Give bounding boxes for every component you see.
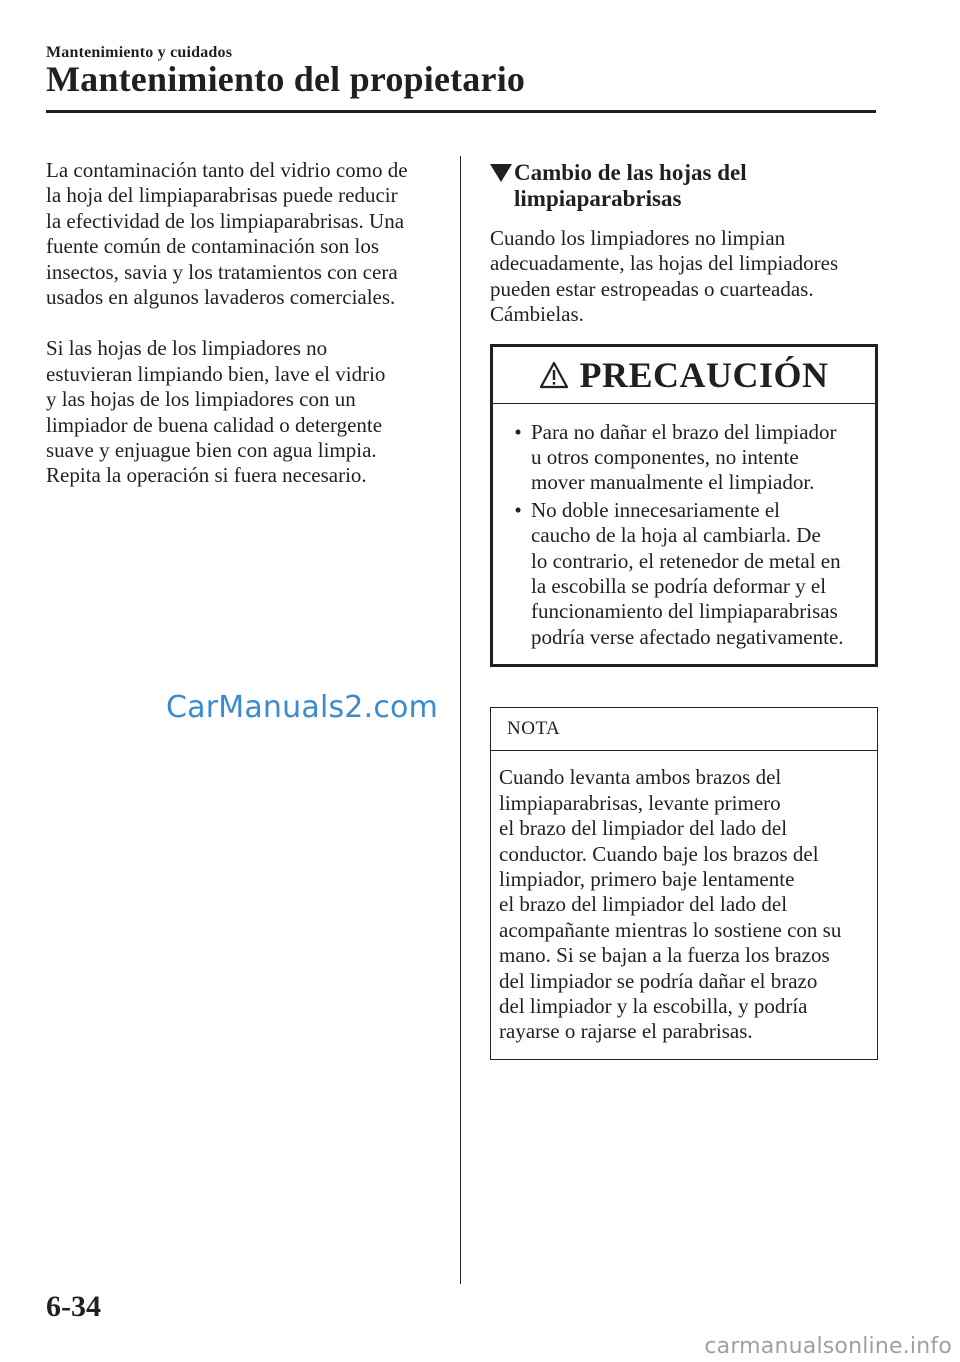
caution-title: PRECAUCIÓN xyxy=(579,354,829,395)
page-number: 6-34 xyxy=(46,1290,101,1323)
page-title: Mantenimiento del propietario xyxy=(46,59,526,99)
bullet-icon: • xyxy=(514,419,522,444)
right-column xyxy=(490,160,878,1060)
caution-header xyxy=(493,347,875,404)
note-title: NOTA xyxy=(491,708,877,751)
section-heading xyxy=(490,160,878,212)
left-column xyxy=(46,158,446,515)
column-divider xyxy=(460,156,461,1284)
caution-item xyxy=(505,498,865,650)
note-box xyxy=(490,707,878,1059)
paragraph-intro: Cuando los limpiadores no limpian adecuadamente, las hojas del limpiadores pueden estar estropeadas o cuarteadas. Cámbielas. xyxy=(490,226,839,327)
caution-box xyxy=(490,344,878,668)
paragraph-cleaning: Si las hojas de los limpiadores no estuvieran limpiando bien, lave el vidrio y las hojas de los limpiadores con un limpiador de buena calidad o detergente suave y enjuague bien con agua limpia. Repita la operación si fuera necesario. xyxy=(46,336,386,488)
caution-item xyxy=(505,420,865,496)
section-heading-text: Cambio de las hojas del limpiaparabrisas xyxy=(514,160,747,211)
caution-body xyxy=(493,404,875,665)
running-header-section: Mantenimiento y cuidados xyxy=(46,44,233,61)
warning-triangle-icon xyxy=(539,361,569,389)
caution-item-text: Para no dañar el brazo del limpiador u otros componentes, no intente mover manualmente el limpiador. xyxy=(531,419,837,495)
watermark-logo: CarManuals2.com xyxy=(166,690,439,725)
caution-item-text: No doble innecesariamente el caucho de la hoja al cambiarla. De lo contrario, el retenedor de metal en la escobilla se podría deformar y el funcionamiento del limpiaparabrisas podría verse afectado negativamente. xyxy=(531,497,844,649)
triangle-down-icon xyxy=(490,164,512,182)
paragraph-contamination: La contaminación tanto del vidrio como de la hoja del limpiaparabrisas puede reducir la efectividad de los limpiaparabrisas. Una fuente común de contaminación son los insectos, savia y los tratamientos con cera usados en algunos lavaderos comerciales. xyxy=(46,158,408,310)
note-body: Cuando levanta ambos brazos del limpiaparabrisas, levante primero el brazo del limpiador del lado del conductor. Cuando baje los brazos del limpiador, primero baje lentamente el brazo del limpiador del lado del acompañante mientras lo sostiene con su mano. Si se bajan a la fuerza los brazos del limpiador se podría dañar el brazo del limpiador y la escobilla, y podría rayarse o rajarse el parabrisas. xyxy=(499,765,842,1044)
bullet-icon: • xyxy=(514,497,522,522)
header-rule xyxy=(46,110,876,113)
footer-watermark: carmanualsonline.info xyxy=(704,1334,952,1359)
